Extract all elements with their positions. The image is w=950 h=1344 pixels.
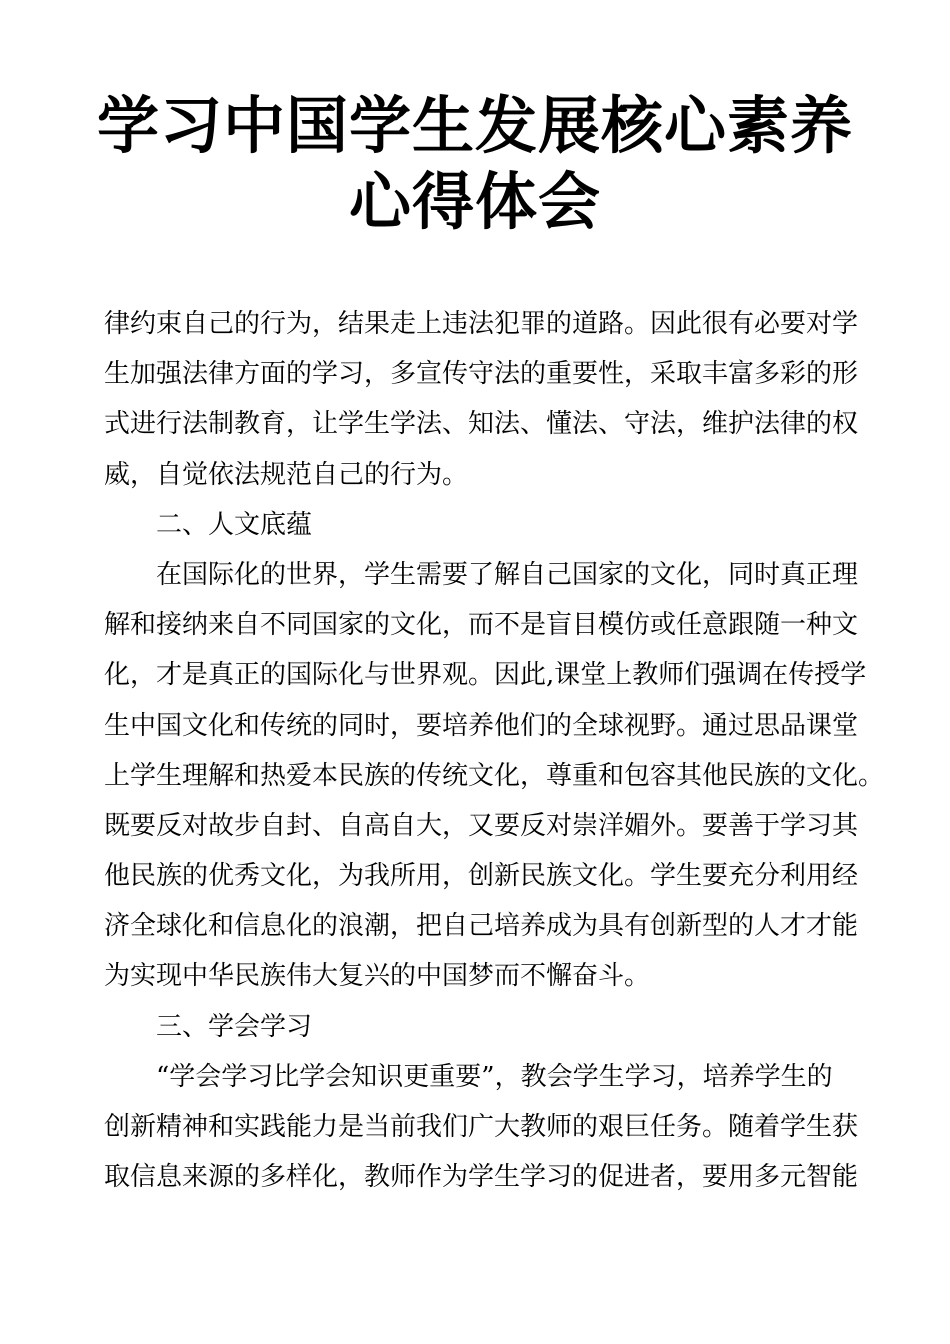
body-text-line: 既要反对故步自封、自高自大，又要反对崇洋媚外。要善于学习其 bbox=[104, 810, 859, 841]
body-text-line: “学会学习比学会知识更重要”，教会学生学习，培养学生的 bbox=[156, 1061, 833, 1092]
body-text-line: 创新精神和实践能力是当前我们广大教师的艰巨任务。随着学生获 bbox=[104, 1112, 859, 1142]
body-text-line: 取信息来源的多样化，教师作为学生学习的促进者，要用多元智能 bbox=[104, 1162, 859, 1193]
body-text-line: 三、学会学习 bbox=[156, 1011, 313, 1042]
body-text-line: 解和接纳来自不同国家的文化，而不是盲目模仿或任意跟随一种文 bbox=[104, 610, 859, 641]
body-text-line: 生中国文化和传统的同时，要培养他们的全球视野。通过思品课堂 bbox=[104, 710, 859, 741]
body-text-line: 律约束自己的行为，结果走上违法犯罪的道路。因此很有必要对学 bbox=[104, 309, 859, 339]
body-text-line: 他民族的优秀文化，为我所用，创新民族文化。学生要充分利用经 bbox=[104, 861, 859, 892]
body-text-line: 二、人文底蕴 bbox=[156, 509, 313, 540]
body-text-line: 威，自觉依法规范自己的行为。 bbox=[104, 459, 469, 490]
body-text-line: 上学生理解和热爱本民族的传统文化，尊重和包容其他民族的文化。 bbox=[104, 760, 885, 791]
document-title-line-1: 学习中国学生发展核心素养 bbox=[96, 89, 853, 162]
document-title-line-2: 心得体会 bbox=[348, 165, 601, 238]
body-text-line: 式进行法制教育，让学生学法、知法、懂法、守法，维护法律的权 bbox=[104, 409, 859, 440]
body-text-line: 化，才是真正的国际化与世界观。因此,课堂上教师们强调在传授学 bbox=[104, 660, 867, 691]
body-text-line: 在国际化的世界，学生需要了解自己国家的文化，同时真正理 bbox=[156, 559, 859, 590]
body-text-line: 生加强法律方面的学习，多宣传守法的重要性，采取丰富多彩的形 bbox=[104, 359, 859, 390]
body-text-line: 为实现中华民族伟大复兴的中国梦而不懈奋斗。 bbox=[104, 961, 651, 992]
body-text-line: 济全球化和信息化的浪潮，把自己培养成为具有创新型的人才才能 bbox=[104, 911, 859, 942]
document-body bbox=[104, 299, 885, 1202]
